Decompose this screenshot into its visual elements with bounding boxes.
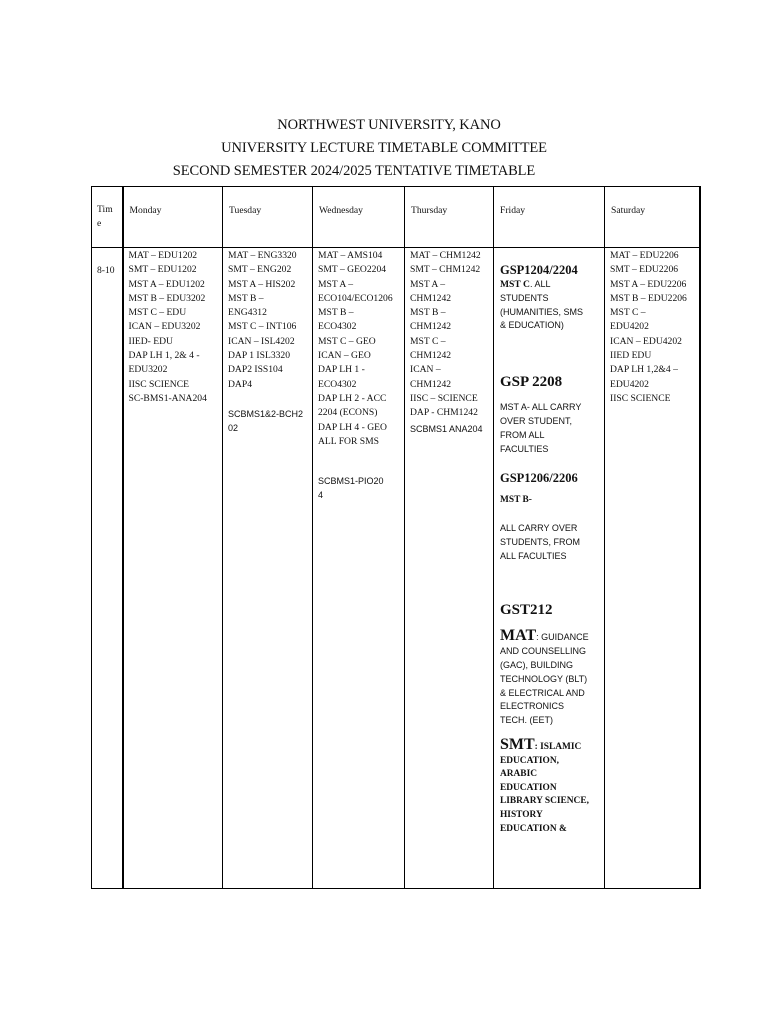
tuesday-header-cell (223, 187, 313, 248)
friday-cell (494, 248, 605, 889)
friday-entries (494, 248, 604, 836)
wednesday-header: Wednesday (319, 205, 363, 216)
timetable (91, 186, 701, 889)
slot-row (92, 248, 700, 889)
tuesday-extra: SCBMS1&2-BCH2 02 (228, 408, 304, 433)
time-cell (92, 248, 123, 889)
saturday-cell (605, 248, 700, 889)
thursday-header: Thursday (411, 205, 448, 216)
gsp3-lead: MST B- (500, 495, 532, 506)
monday-entries: MAT – EDU1202 SMT – EDU1202 MST A – EDU1202 MST B – EDU3202 MST C – EDU ICAN – EDU3202 IIED- EDU DAP LH 1, 2& 4 - EDU3202 IISC SCIENCE SC-BMS1-ANA204 (128, 250, 207, 404)
university-name: NORTHWEST UNIVERSITY, KANO (277, 117, 501, 133)
mat-text: : GUIDANCE AND COUNSELLING (GAC), BUILDING TECHNOLOGY (BLT) & ELECTRICAL AND ELECTRONICS TECH. (EET) (500, 632, 589, 726)
friday-header: Friday (500, 205, 526, 216)
saturday-header: Saturday (611, 205, 646, 216)
wednesday-extra: SCBMS1-PIO20 4 (318, 476, 384, 501)
gst-code: GST212 (500, 602, 553, 619)
gsp1-text: . ALL STUDENTS (HUMANITIES, SMS & EDUCATION) (500, 279, 584, 331)
gsp1-code: GSP1204/2204 (500, 263, 578, 277)
thursday-header-cell (405, 187, 494, 248)
gsp2-details: MST A- ALL CARRY OVER STUDENT, FROM ALL FACULTIES (500, 402, 582, 454)
gsp2-code: GSP 2208 (500, 374, 563, 391)
tuesday-cell (223, 248, 313, 889)
gsp1-lead: MST C (500, 279, 530, 290)
smt-text-2: EDUCATION, ARABIC EDUCATION LIBRARY SCIENCE, HISTORY EDUCATION & (500, 755, 589, 834)
timetable-title: SECOND SEMESTER 2024/2025 TENTATIVE TIMETABLE (172, 163, 536, 179)
monday-cell (123, 248, 223, 889)
gsp3-details: ALL CARRY OVER STUDENTS, FROM ALL FACULTIES (500, 522, 580, 561)
friday-header-cell (494, 187, 605, 248)
saturday-header-cell (605, 187, 700, 248)
document-header (0, 114, 768, 183)
mat-label: MAT (500, 627, 537, 645)
smt-details (500, 735, 598, 755)
wednesday-header-cell (313, 187, 405, 248)
thursday-entries: MAT – CHM1242 SMT – CHM1242 MST A – CHM1242 MST B – CHM1242 MST C – CHM1242 ICAN – CHM1242 IISC – SCIENCE DAP - CHM1242 (410, 250, 481, 419)
thursday-extra: SCBMS1 ANA204 (410, 423, 483, 434)
time-slot: 8-10 (97, 265, 115, 276)
wednesday-cell (313, 248, 405, 889)
monday-header-cell (123, 187, 223, 248)
gsp1-details (500, 278, 598, 333)
time-header: Tim e (97, 204, 113, 229)
tuesday-header: Tuesday (229, 205, 262, 216)
smt-label: SMT (500, 735, 535, 753)
smt-text-1: : ISLAMIC (534, 741, 582, 752)
committee-name: UNIVERSITY LECTURE TIMETABLE COMMITTEE (221, 140, 547, 156)
header-row (92, 187, 700, 248)
mat-details (500, 629, 598, 728)
thursday-cell (405, 248, 494, 889)
time-header-cell (92, 187, 123, 248)
tuesday-entries: MAT – ENG3320 SMT – ENG202 MST A – HIS202 MST B – ENG4312 MST C – INT106 ICAN – ISL4202 DAP 1 ISL3320 DAP2 ISS104 DAP4 (228, 250, 297, 390)
monday-header: Monday (129, 205, 162, 216)
wednesday-entries: MAT – AMS104 SMT – GEO2204 MST A – ECO104/ECO1206 MST B – ECO4302 MST C – GEO ICAN – GEO DAP LH 1 - ECO4302 DAP LH 2 - ACC 2204 (ECONS) DAP LH 4 - GEO ALL FOR SMS (318, 250, 393, 447)
saturday-entries: MAT – EDU2206 SMT – EDU2206 MST A – EDU2206 MST B – EDU2206 MST C – EDU4202 ICAN – EDU4202 IIED EDU DAP LH 1,2&4 – EDU4202 IISC SCIENCE (610, 250, 687, 404)
gsp3-code: GSP1206/2206 (500, 471, 578, 486)
